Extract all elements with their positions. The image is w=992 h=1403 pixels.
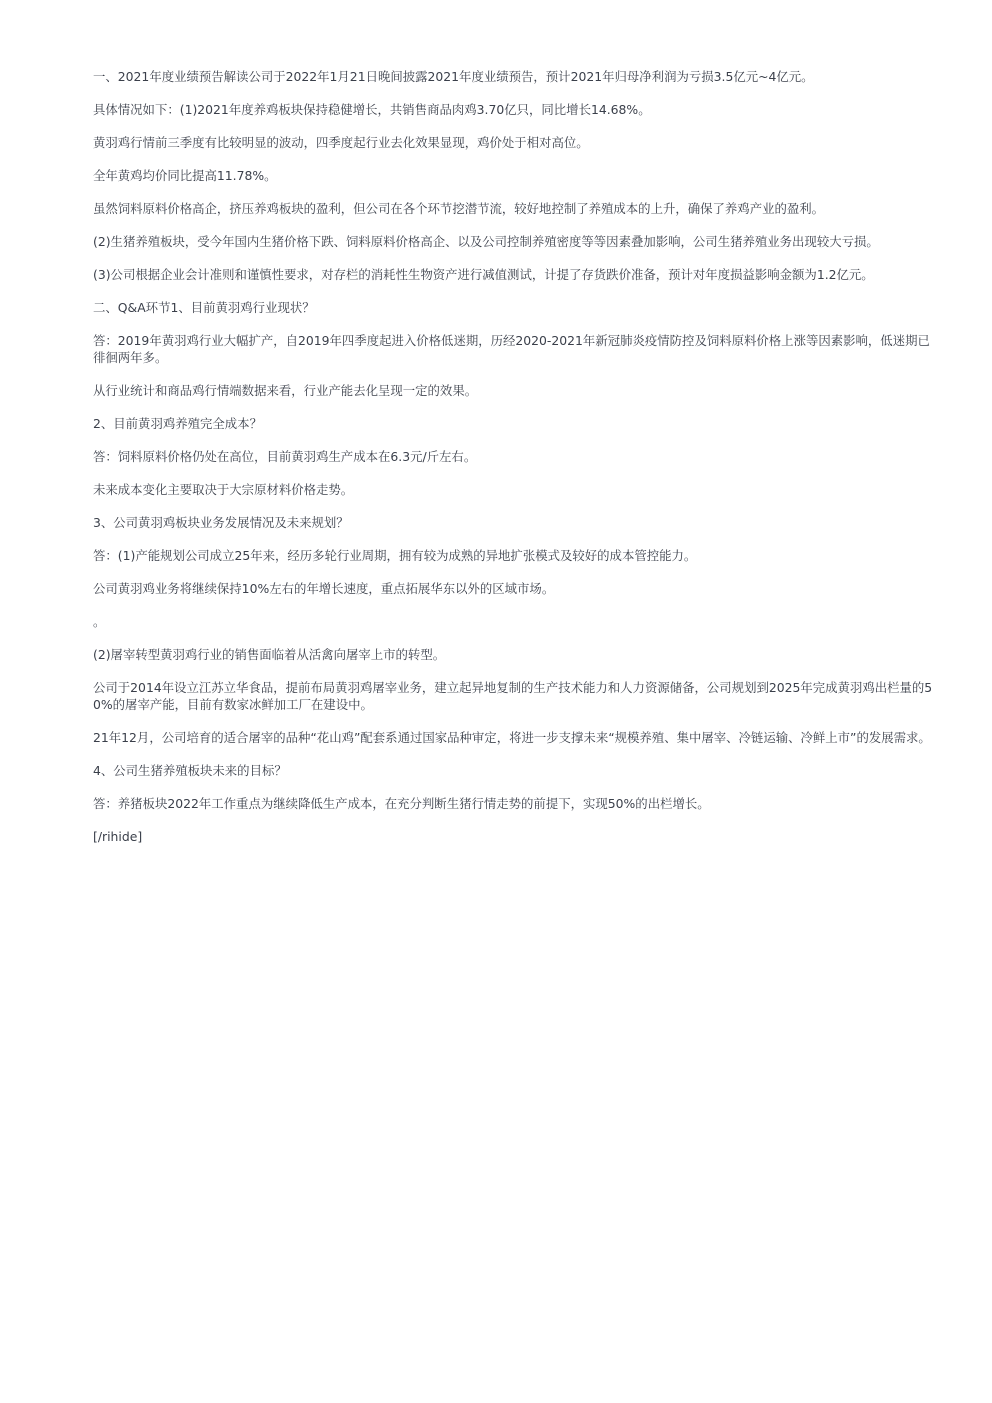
- paragraph-performance-forecast: 一、2021年度业绩预告解读公司于2022年1月21日晚间披露2021年度业绩预告，预计2021年归母净利润为亏损3.5亿元~4亿元。: [93, 69, 814, 84]
- paragraph-details-poultry: 具体情况如下：(1)2021年度养鸡板块保持稳健增长，共销售商品肉鸡3.70亿只，同比增长14.68%。: [93, 102, 651, 117]
- answer-qa-2: 答：饲料原料价格仍处在高位，目前黄羽鸡生产成本在6.3元/斤左右。: [93, 449, 477, 464]
- answer-qa-3-capacity: 答：(1)产能规划公司成立25年来，经历多轮行业周期，拥有较为成熟的异地扩张模式及较好的成本管控能力。: [93, 548, 697, 563]
- paragraph-capacity-reduction: 从行业统计和商品鸡行情端数据来看，行业产能去化呈现一定的效果。: [93, 383, 478, 398]
- heading-qa-3: 3、公司黄羽鸡板块业务发展情况及未来规划？: [93, 515, 349, 530]
- document-body: [93, 68, 941, 861]
- paragraph-feed-cost: 虽然饲料原料价格高企，挤压养鸡板块的盈利，但公司在各个环节挖潜节流，较好地控制了养殖成本的上升，确保了养鸡产业的盈利。: [93, 201, 825, 216]
- answer-qa-1: 答：2019年黄羽鸡行业大幅扩产，自2019年四季度起进入价格低迷期，历经2020-2021年新冠肺炎疫情防控及饲料原料价格上涨等因素影响，低迷期已徘徊两年多。: [93, 333, 930, 365]
- paragraph-growth-rate: 公司黄羽鸡业务将继续保持10%左右的年增长速度，重点拓展华东以外的区域市场。: [93, 581, 555, 596]
- paragraph-stray-period: 。: [93, 614, 106, 629]
- heading-qa-1: 二、Q&A环节1、目前黄羽鸡行业现状？: [93, 300, 315, 315]
- heading-qa-2: 2、目前黄羽鸡养殖完全成本？: [93, 416, 262, 431]
- answer-qa-4: 答：养猪板块2022年工作重点为继续降低生产成本，在充分判断生猪行情走势的前提下，实现50%的出栏增长。: [93, 796, 710, 811]
- paragraph-impairment: (3)公司根据企业会计准则和谨慎性要求，对存栏的消耗性生物资产进行减值测试，计提了存货跌价准备，预计对年度损益影响金额为1.2亿元。: [93, 267, 874, 282]
- paragraph-slaughter-plan: 公司于2014年设立江苏立华食品，提前布局黄羽鸡屠宰业务，建立起异地复制的生产技术能力和人力资源储备，公司规划到2025年完成黄羽鸡出栏量的50%的屠宰产能，目前有数家冰鲜加工厂在建设中。: [93, 680, 933, 712]
- paragraph-rihide-tag: [/rihide]: [93, 829, 143, 844]
- paragraph-hog-segment: (2)生猪养殖板块，受今年国内生猪价格下跌、饲料原料价格高企、以及公司控制养殖密度等等因素叠加影响，公司生猪养殖业务出现较大亏损。: [93, 234, 879, 249]
- heading-qa-4: 4、公司生猪养殖板块未来的目标？: [93, 763, 287, 778]
- paragraph-future-cost: 未来成本变化主要取决于大宗原材料价格走势。: [93, 482, 354, 497]
- paragraph-breed-approval: 21年12月，公司培育的适合屠宰的品种“花山鸡”配套系通过国家品种审定，将进一步支撑未来“规模养殖、集中屠宰、冷链运输、冷鲜上市”的发展需求。: [93, 730, 931, 745]
- paragraph-market-volatility: 黄羽鸡行情前三季度有比较明显的波动，四季度起行业去化效果显现，鸡价处于相对高位。: [93, 135, 589, 150]
- paragraph-average-price: 全年黄鸡均价同比提高11.78%。: [93, 168, 277, 183]
- paragraph-slaughter-transition: (2)屠宰转型黄羽鸡行业的销售面临着从活禽向屠宰上市的转型。: [93, 647, 446, 662]
